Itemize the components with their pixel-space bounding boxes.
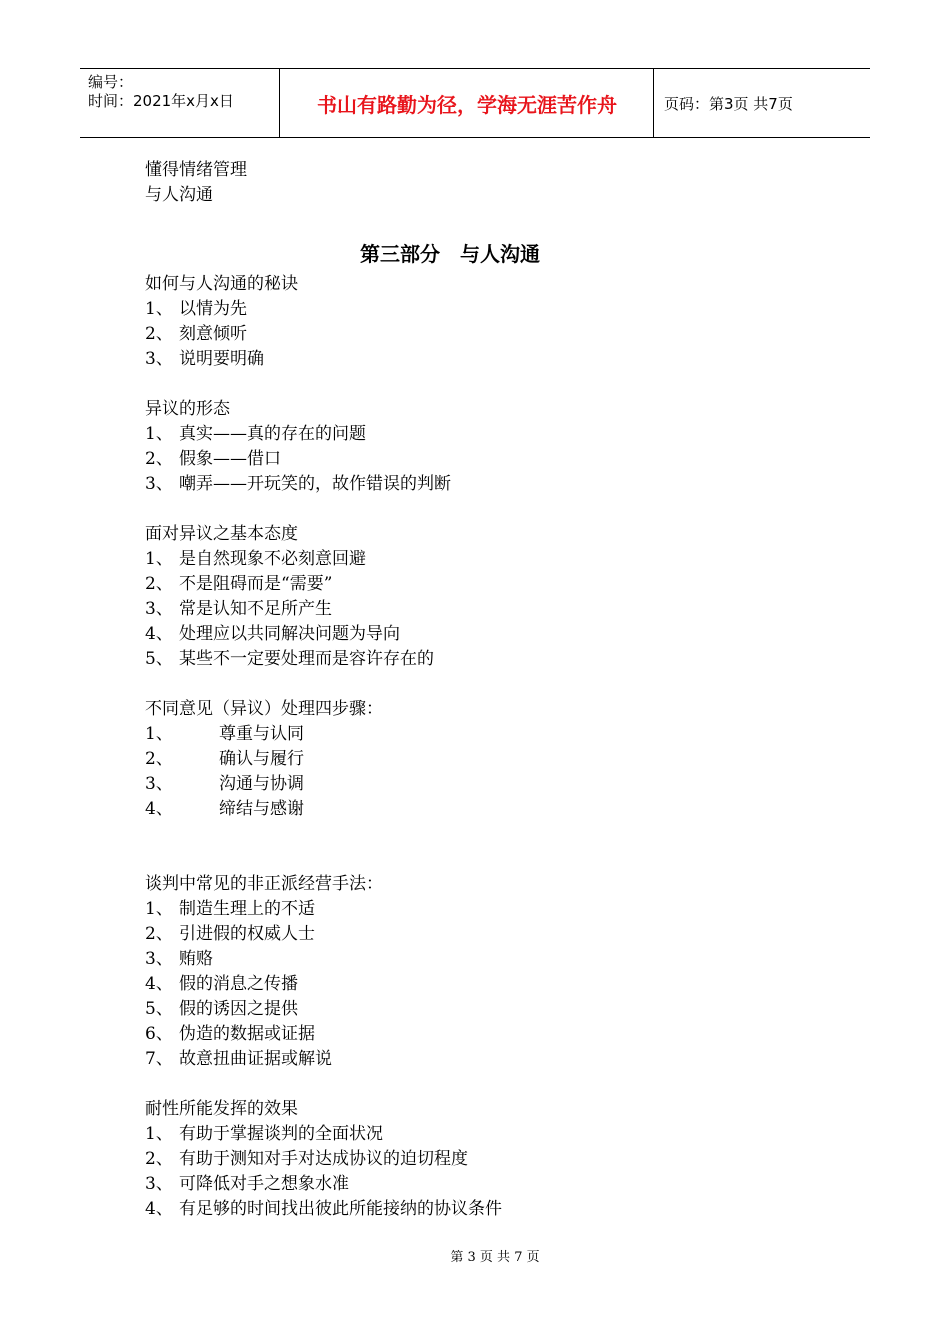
item-text: 嘲弄——开玩笑的，故作错误的判断 — [179, 474, 451, 494]
list-item — [145, 1172, 825, 1197]
item-number: 4、 — [145, 624, 173, 644]
item-text: 有足够的时间找出彼此所能接纳的协议条件 — [179, 1199, 502, 1219]
list-item — [145, 722, 825, 747]
list-item — [145, 772, 825, 797]
page-header — [80, 68, 870, 138]
item-text: 有助于掌握谈判的全面状况 — [179, 1124, 383, 1144]
item-text: 制造生理上的不适 — [179, 899, 315, 919]
item-text: 缔结与感谢 — [219, 799, 304, 819]
list-item — [145, 1197, 825, 1222]
item-text: 确认与履行 — [219, 749, 304, 769]
item-text: 不是阻碍而是“需要” — [179, 574, 333, 594]
list-item — [145, 1022, 825, 1047]
page-footer: 第 3 页 共 7 页 — [450, 1250, 540, 1265]
list-item — [145, 997, 825, 1022]
item-text: 假的诱因之提供 — [179, 999, 298, 1019]
header-motto: 书山有路勤为径，学海无涯苦作舟 — [281, 69, 654, 137]
list-item — [145, 947, 825, 972]
item-number: 4、 — [145, 799, 173, 819]
code-label: 编号： — [88, 73, 134, 91]
section-heading: 如何与人沟通的秘诀 — [145, 274, 298, 294]
item-number: 7、 — [145, 1049, 173, 1069]
list-item — [145, 472, 825, 497]
item-text: 真实——真的存在的问题 — [179, 424, 366, 444]
intro-line: 懂得情绪管理 — [145, 160, 247, 180]
item-number: 4、 — [145, 974, 173, 994]
item-number: 6、 — [145, 1024, 173, 1044]
item-number: 1、 — [145, 299, 173, 319]
item-text: 引进假的权威人士 — [179, 924, 315, 944]
header-meta — [80, 69, 280, 137]
list-item — [145, 647, 825, 672]
item-text: 有助于测知对手对达成协议的迫切程度 — [179, 1149, 468, 1169]
item-number: 5、 — [145, 999, 173, 1019]
item-text: 常是认知不足所产生 — [179, 599, 332, 619]
list-item — [145, 1047, 825, 1072]
list-item — [145, 347, 825, 372]
item-number: 5、 — [145, 649, 173, 669]
list-item — [145, 922, 825, 947]
item-text: 贿赂 — [179, 949, 213, 969]
item-number: 3、 — [145, 1174, 173, 1194]
item-number: 2、 — [145, 924, 173, 944]
item-number: 3、 — [145, 349, 173, 369]
list-item — [145, 597, 825, 622]
item-number: 2、 — [145, 749, 173, 769]
item-number: 3、 — [145, 599, 173, 619]
list-item — [145, 572, 825, 597]
list-item — [145, 622, 825, 647]
list-item — [145, 297, 825, 322]
item-text: 故意扭曲证据或解说 — [179, 1049, 332, 1069]
item-text: 以情为先 — [179, 299, 247, 319]
list-item — [145, 322, 825, 347]
item-number: 2、 — [145, 574, 173, 594]
item-text: 假的消息之传播 — [179, 974, 298, 994]
item-number: 1、 — [145, 899, 173, 919]
item-text: 说明要明确 — [179, 349, 264, 369]
item-number: 3、 — [145, 774, 173, 794]
date-label: 时间：2021年x月x日 — [88, 92, 234, 110]
list-item — [145, 547, 825, 572]
list-item — [145, 1147, 825, 1172]
item-number: 1、 — [145, 424, 173, 444]
item-text: 处理应以共同解决问题为导向 — [179, 624, 400, 644]
item-number: 1、 — [145, 549, 173, 569]
list-item — [145, 797, 825, 822]
list-item — [145, 897, 825, 922]
item-number: 4、 — [145, 1199, 173, 1219]
list-item — [145, 972, 825, 997]
list-item — [145, 747, 825, 772]
item-number: 2、 — [145, 324, 173, 344]
item-text: 伪造的数据或证据 — [179, 1024, 315, 1044]
section-heading: 异议的形态 — [145, 399, 230, 419]
item-text: 假象——借口 — [179, 449, 281, 469]
item-text: 某些不一定要处理而是容许存在的 — [179, 649, 434, 669]
item-number: 3、 — [145, 949, 173, 969]
list-item — [145, 1122, 825, 1147]
document-body — [145, 158, 825, 1222]
item-text: 沟通与协调 — [219, 774, 304, 794]
item-number: 2、 — [145, 1149, 173, 1169]
section-heading: 耐性所能发挥的效果 — [145, 1099, 298, 1119]
section-heading: 不同意见（异议）处理四步骤： — [145, 699, 383, 719]
list-item — [145, 447, 825, 472]
part-title: 第三部分 与人沟通 — [360, 242, 540, 266]
item-text: 刻意倾听 — [179, 324, 247, 344]
item-number: 1、 — [145, 1124, 173, 1144]
item-number: 1、 — [145, 724, 173, 744]
item-text: 可降低对手之想象水准 — [179, 1174, 349, 1194]
section-heading: 谈判中常见的非正派经营手法： — [145, 874, 383, 894]
list-item — [145, 422, 825, 447]
item-number: 2、 — [145, 449, 173, 469]
intro-line: 与人沟通 — [145, 185, 213, 205]
item-number: 3、 — [145, 474, 173, 494]
item-text: 尊重与认同 — [219, 724, 304, 744]
header-page-info: 页码：第3页 共7页 — [664, 94, 793, 113]
section-heading: 面对异议之基本态度 — [145, 524, 298, 544]
item-text: 是自然现象不必刻意回避 — [179, 549, 366, 569]
